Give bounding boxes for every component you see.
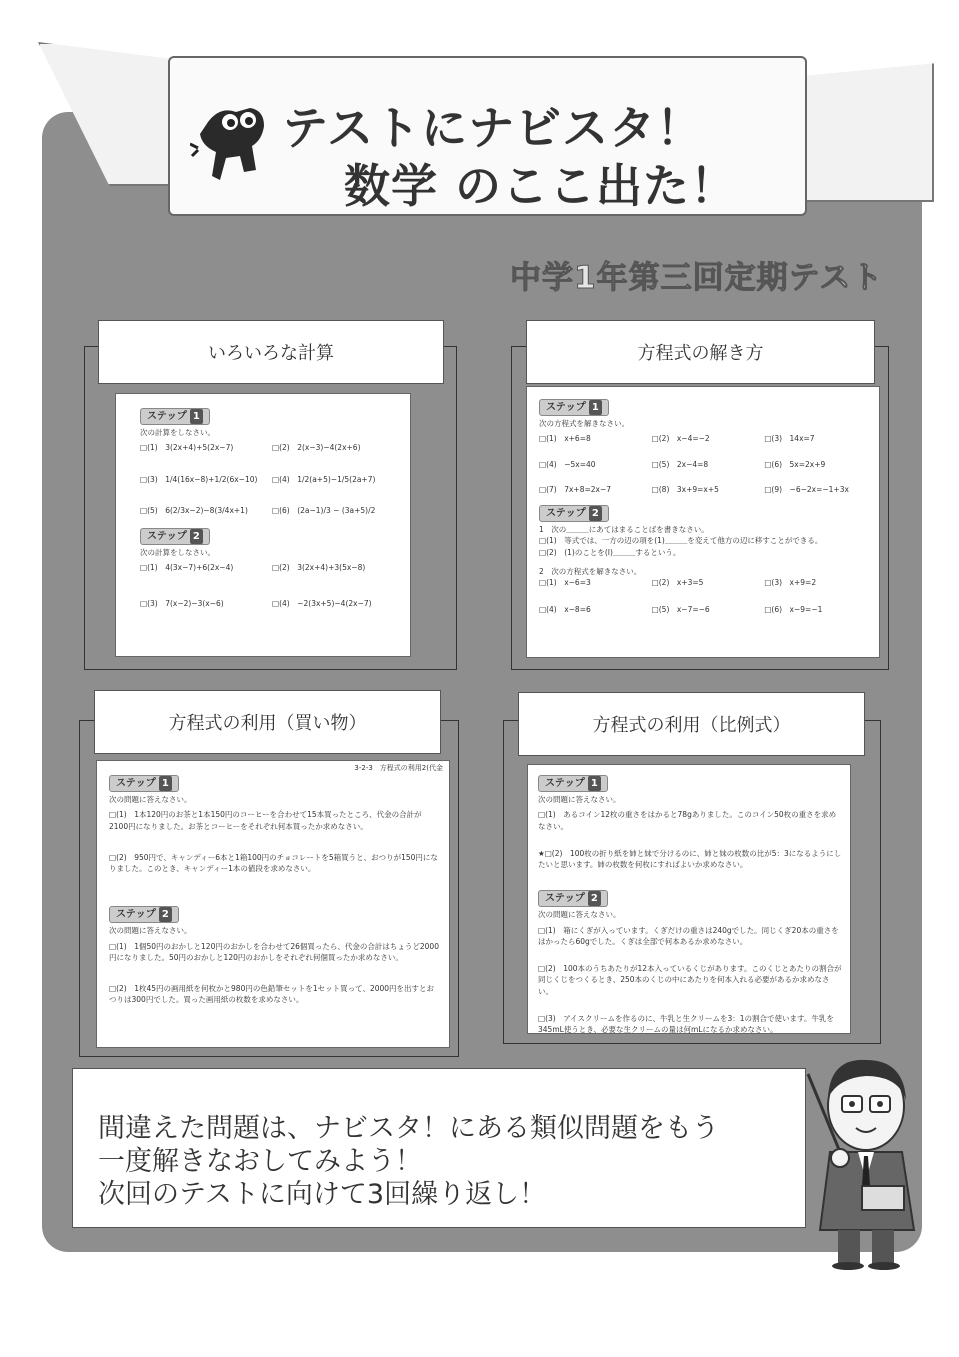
worksheet (96, 760, 450, 1048)
problem-item: □(3) 14x=7 (764, 434, 815, 444)
problem-item: □(6) x−9=−1 (764, 605, 823, 615)
message-text (98, 1112, 719, 1211)
problem-item: □(5) 2x−4=8 (651, 459, 709, 469)
problem-item: □(1) 1個50円のおかしと120円のおかしを合わせて26個買ったら、代金の合計はちょうど2000円になりました。50円のおかしと120円のおかしをそれぞれ何個買ったか求めなさい。 (109, 941, 439, 962)
message-line: 間違えた問題は、ナビスタ！にある類似問題をもう (98, 1113, 719, 1144)
problem-item: □(2) 100本のうちあたりが12本入っているくじがあります。このくじとあたりの割合が同じくじをつくるとき、250本のくじの中にあたりを何本入れる必要があるか求めなさい。 (538, 964, 842, 996)
problem-item: □(5) 6(2/3x−2)−8(3/4x+1) (140, 505, 248, 515)
test-subtitle: 中学1年第三回定期テスト (510, 260, 884, 296)
instruction-text: 次の計算をしなさい。 (140, 428, 215, 437)
panel-title: 方程式の利用（比例式） (518, 692, 865, 756)
problem-item: □(3) アイスクリームを作るのに、牛乳と生クリームを3：1の割合で使います。牛乳を345mL使うとき、必要な生クリームの量は何mLになるか求めなさい。 (538, 1013, 834, 1034)
problem-item: □(2) 3(2x+4)+3(5x−8) (272, 563, 366, 573)
worksheet (527, 764, 851, 1034)
problem-item: □(1) 4(3x−7)+6(2x−4) (140, 563, 234, 573)
instruction-text: 次の方程式を解きなさい。 (539, 419, 629, 428)
problem-item: □(4) x−8=6 (539, 605, 591, 615)
instruction-text: 次の計算をしなさい。 (140, 548, 215, 557)
instruction-text: □(1) 等式では、一方の辺の項を(1)＿＿＿を変えて他方の辺に移すことができる。 (539, 536, 823, 546)
problem-item: □(1) x−6=3 (539, 578, 591, 587)
problem-item: □(6) 5x=2x+9 (764, 459, 826, 469)
step-label: ステップ 2 (140, 526, 396, 547)
problem-item: ★□(2) 100枚の折り紙を姉と妹で分けるのに、姉と妹の枚数の比が5：3になるようにしたいと思います。姉の枚数を何枚にすればよいか求めなさい。 (538, 848, 842, 869)
problem-item: □(2) 2(x−3)−4(2x+6) (272, 443, 361, 453)
problem-item: □(1) x+6=8 (539, 434, 591, 444)
problem-item: □(1) 3(2x+4)+5(2x−7) (140, 443, 234, 453)
panel-title: いろいろな計算 (98, 320, 444, 384)
instruction-text: 次の問題に答えなさい。 (109, 795, 192, 804)
worksheet (526, 386, 880, 658)
problem-item: □(2) 950円で、キャンディー6本と1箱100円のチョコレートを5箱買うと、おつりが150円になりました。このとき、キャンディー1本の値段を求めなさい。 (109, 852, 438, 873)
instruction-text: 1 次の＿＿＿にあてはまることばを書きなさい。 (539, 525, 709, 534)
instruction-text: 次の問題に答えなさい。 (538, 795, 621, 804)
problem-item: □(5) x−7=−6 (651, 605, 710, 615)
worksheet-header: 3-2-3 方程式の利用2(代金 (354, 764, 443, 772)
step-label: ステップ 1 (538, 773, 842, 794)
instruction-text: 2 次の方程式を解きなさい。 (539, 566, 642, 576)
problem-item: □(3) 7(x−2)−3(x−6) (140, 598, 224, 608)
instruction-text: 次の問題に答えなさい。 (538, 910, 621, 920)
problem-item: □(4) 1/2(a+5)−1/5(2a+7) (272, 474, 376, 484)
instruction-text: 次の問題に答えなさい。 (109, 926, 192, 936)
panel-title: 方程式の利用（買い物） (94, 690, 441, 754)
instruction-text: □(2) (1)のことを(I)＿＿＿するという。 (539, 547, 681, 557)
teacher-illustration-icon (802, 1040, 932, 1270)
problem-item: □(4) −5x=40 (539, 459, 596, 469)
problem-item: □(2) 1枚45円の画用紙を何枚かと980円の色鉛筆セットを1セット買って、2000円を出すとおつりは300円でした。買った画用紙の枚数を求めなさい。 (109, 984, 435, 1005)
problem-item: □(1) 1本120円のお茶と1本150円のコーヒーを合わせて15本買ったところ、代金の合計が2100円になりました。お茶とコーヒーをそれぞれ何本買ったか求めなさい。 (109, 810, 422, 831)
problem-item: □(2) x−4=−2 (651, 434, 710, 444)
step-label: ステップ 2 (539, 503, 871, 524)
step-label: ステップ 1 (539, 397, 871, 418)
panel-title: 方程式の解き方 (526, 320, 875, 384)
problem-item: □(8) 3x+9=x+5 (651, 484, 719, 494)
step-label: ステップ 1 (109, 773, 439, 794)
mascot-icon (190, 100, 270, 190)
worksheet (115, 393, 411, 657)
problem-item: □(6) (2a−1)/3 − (3a+5)/2 (272, 505, 376, 515)
banner-title-line1: テストにナビスタ！ (282, 101, 704, 155)
message-line: 一度解きなおしてみよう！ (98, 1146, 422, 1177)
problem-item: □(1) あるコイン12枚の重さをはかると78gありました。このコイン50枚の重さを求めなさい。 (538, 810, 837, 831)
problem-item: □(3) 1/4(16x−8)+1/2(6x−10) (140, 474, 258, 484)
step-label: ステップ 2 (538, 888, 842, 909)
problem-item: □(9) −6−2x=−1+3x (764, 484, 849, 494)
banner-title-line2: 数学 のここ出た！ (344, 159, 738, 213)
step-label: ステップ 2 (109, 904, 439, 925)
problem-item: □(2) x+3=5 (651, 578, 704, 587)
step-label: ステップ 1 (140, 406, 396, 427)
message-line: 次回のテストに向けて3回繰り返し！ (98, 1179, 547, 1210)
problem-item: □(4) −2(3x+5)−4(2x−7) (272, 598, 372, 608)
problem-item: □(3) x+9=2 (764, 578, 817, 587)
problem-item: □(7) 7x+8=2x−7 (539, 484, 612, 494)
problem-item: □(1) 箱にくぎが入っています。くぎだけの重さは240gでした。同じくぎ20本の重さをはかったら60gでした。くぎは全部で何本あるか求めなさい。 (538, 925, 839, 946)
